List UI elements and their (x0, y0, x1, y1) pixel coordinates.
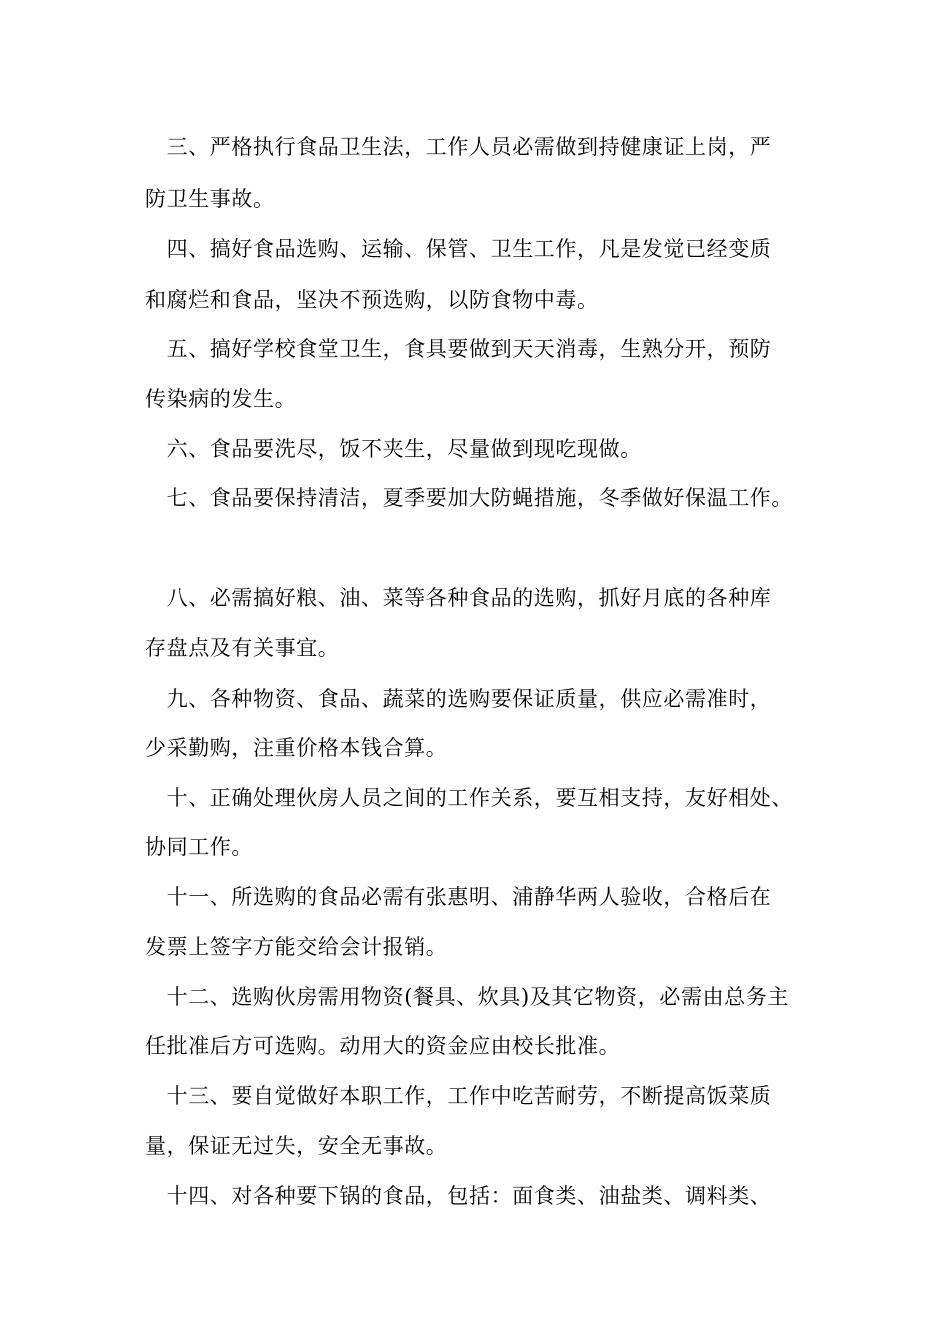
paragraph-line: 十三、要自觉做好本职工作，工作中吃苦耐劳，不断提高饭菜质 (145, 1084, 772, 1108)
paragraph-line: 防卫生事故。 (145, 187, 275, 211)
paragraph-line: 八、必需搞好粮、油、菜等各种食品的选购，抓好月底的各种库 (145, 586, 772, 610)
paragraph-line: 十一、所选购的食品必需有张惠明、浦静华两人验收，合格后在 (145, 885, 772, 909)
paragraph-line: 五、搞好学校食堂卫生，食具要做到天天消毒，生熟分开，预防 (145, 337, 772, 361)
paragraph-line: 量，保证无过失，安全无事故。 (145, 1134, 448, 1158)
paragraph-line: 九、各种物资、食品、蔬菜的选购要保证质量，供应必需准时， (145, 687, 772, 711)
paragraph-line: 七、食品要保持清洁，夏季要加大防蝇措施，冬季做好保温工作。 (145, 486, 793, 510)
paragraph-line: 十四、对各种要下锅的食品，包括：面食类、油盐类、调料类、 (145, 1184, 772, 1208)
paragraph-line: 传染病的发生。 (145, 387, 297, 411)
paragraph-line: 十、正确处理伙房人员之间的工作关系，要互相支持，友好相处、 (145, 786, 793, 810)
paragraph-line: 三、严格执行食品卫生法，工作人员必需做到持健康证上岗，严 (145, 135, 772, 159)
paragraph-line: 和腐烂和食品，坚决不预选购，以防食物中毒。 (145, 288, 599, 312)
paragraph-line: 任批准后方可选购。动用大的资金应由校长批准。 (145, 1034, 621, 1058)
paragraph-line: 存盘点及有关事宜。 (145, 636, 340, 660)
paragraph-line: 十二、选购伙房需用物资(餐具、炊具)及其它物资，必需由总务主 (145, 985, 789, 1009)
paragraph-line: 六、食品要洗尽，饭不夹生，尽量做到现吃现做。 (145, 437, 642, 461)
paragraph-line: 少采勤购，注重价格本钱合算。 (145, 736, 448, 760)
paragraph-line: 协同工作。 (145, 835, 253, 859)
paragraph-line: 四、搞好食品选购、运输、保管、卫生工作，凡是发觉已经变质 (145, 237, 772, 261)
paragraph-line: 发票上签字方能交给会计报销。 (145, 935, 448, 959)
